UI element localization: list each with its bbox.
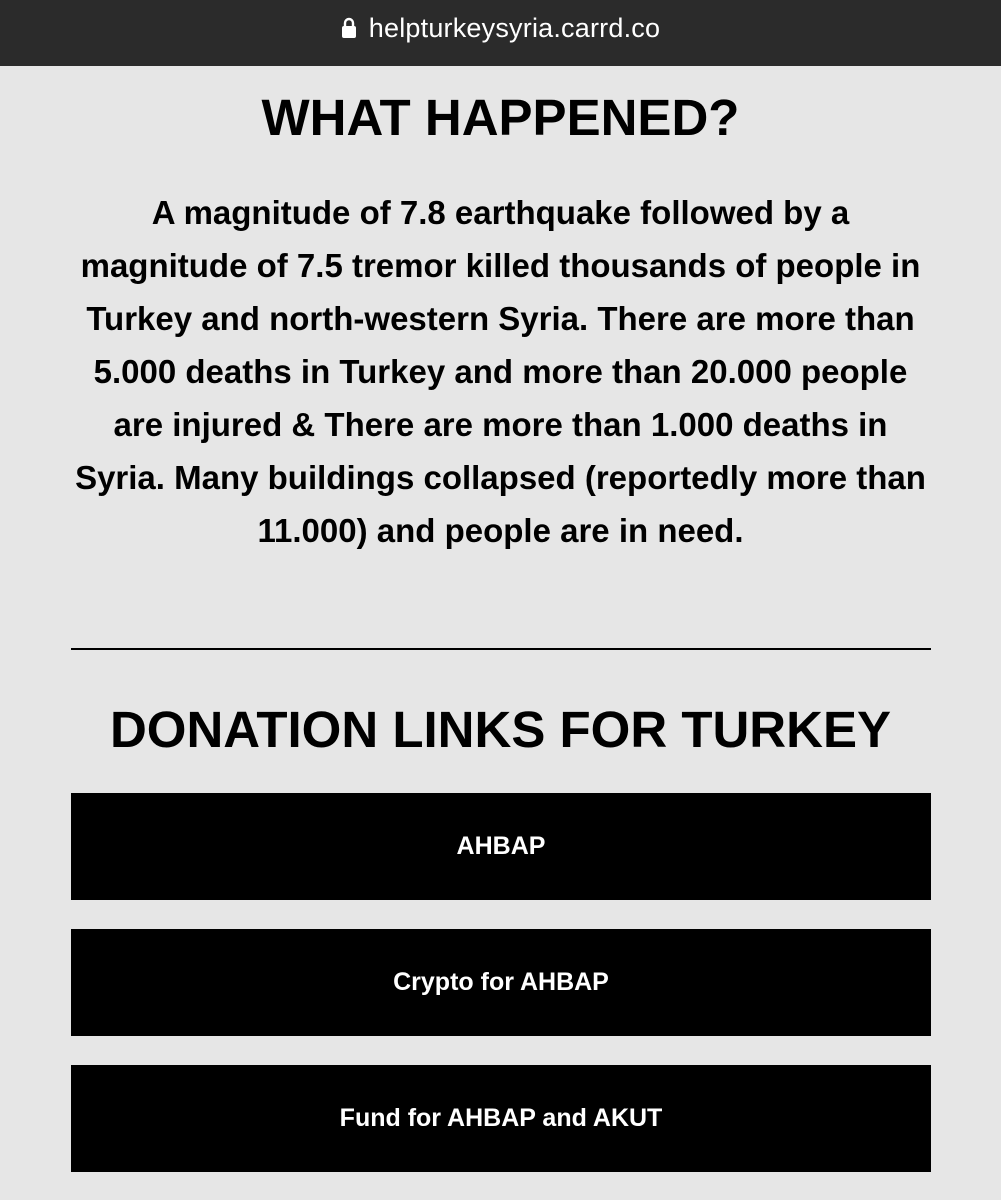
lock-icon — [341, 17, 357, 39]
crypto-for-ahbap-button-label: Crypto for AHBAP — [393, 968, 609, 996]
url-display[interactable] — [341, 13, 660, 44]
what-happened-heading: WHAT HAPPENED? — [261, 89, 740, 146]
browser-url-bar[interactable] — [0, 0, 1001, 66]
donation-links-heading: DONATION LINKS FOR TURKEY — [109, 701, 892, 758]
url-text: helpturkeysyria.carrd.co — [368, 12, 661, 43]
ahbap-button[interactable] — [71, 793, 931, 900]
crypto-for-ahbap-button[interactable] — [71, 929, 931, 1036]
fund-for-ahbap-and-akut-button[interactable] — [71, 1065, 931, 1172]
fund-for-ahbap-and-akut-button-label: Fund for AHBAP and AKUT — [339, 1104, 663, 1132]
ahbap-button-label: AHBAP — [456, 832, 546, 860]
what-happened-text: A magnitude of 7.8 earthquake followed by a magnitude of 7.5 tremor killed thousands of people in Turkey and north-western Syria. There are more than 5.000 deaths in Turkey and more than 20.000 people are injured & There are more than 1.000 deaths in Syria. Many buildings collapsed (reportedly more than 11.000) and people are in need. — [75, 194, 926, 549]
page-content — [0, 66, 1001, 1200]
divider — [71, 648, 931, 650]
